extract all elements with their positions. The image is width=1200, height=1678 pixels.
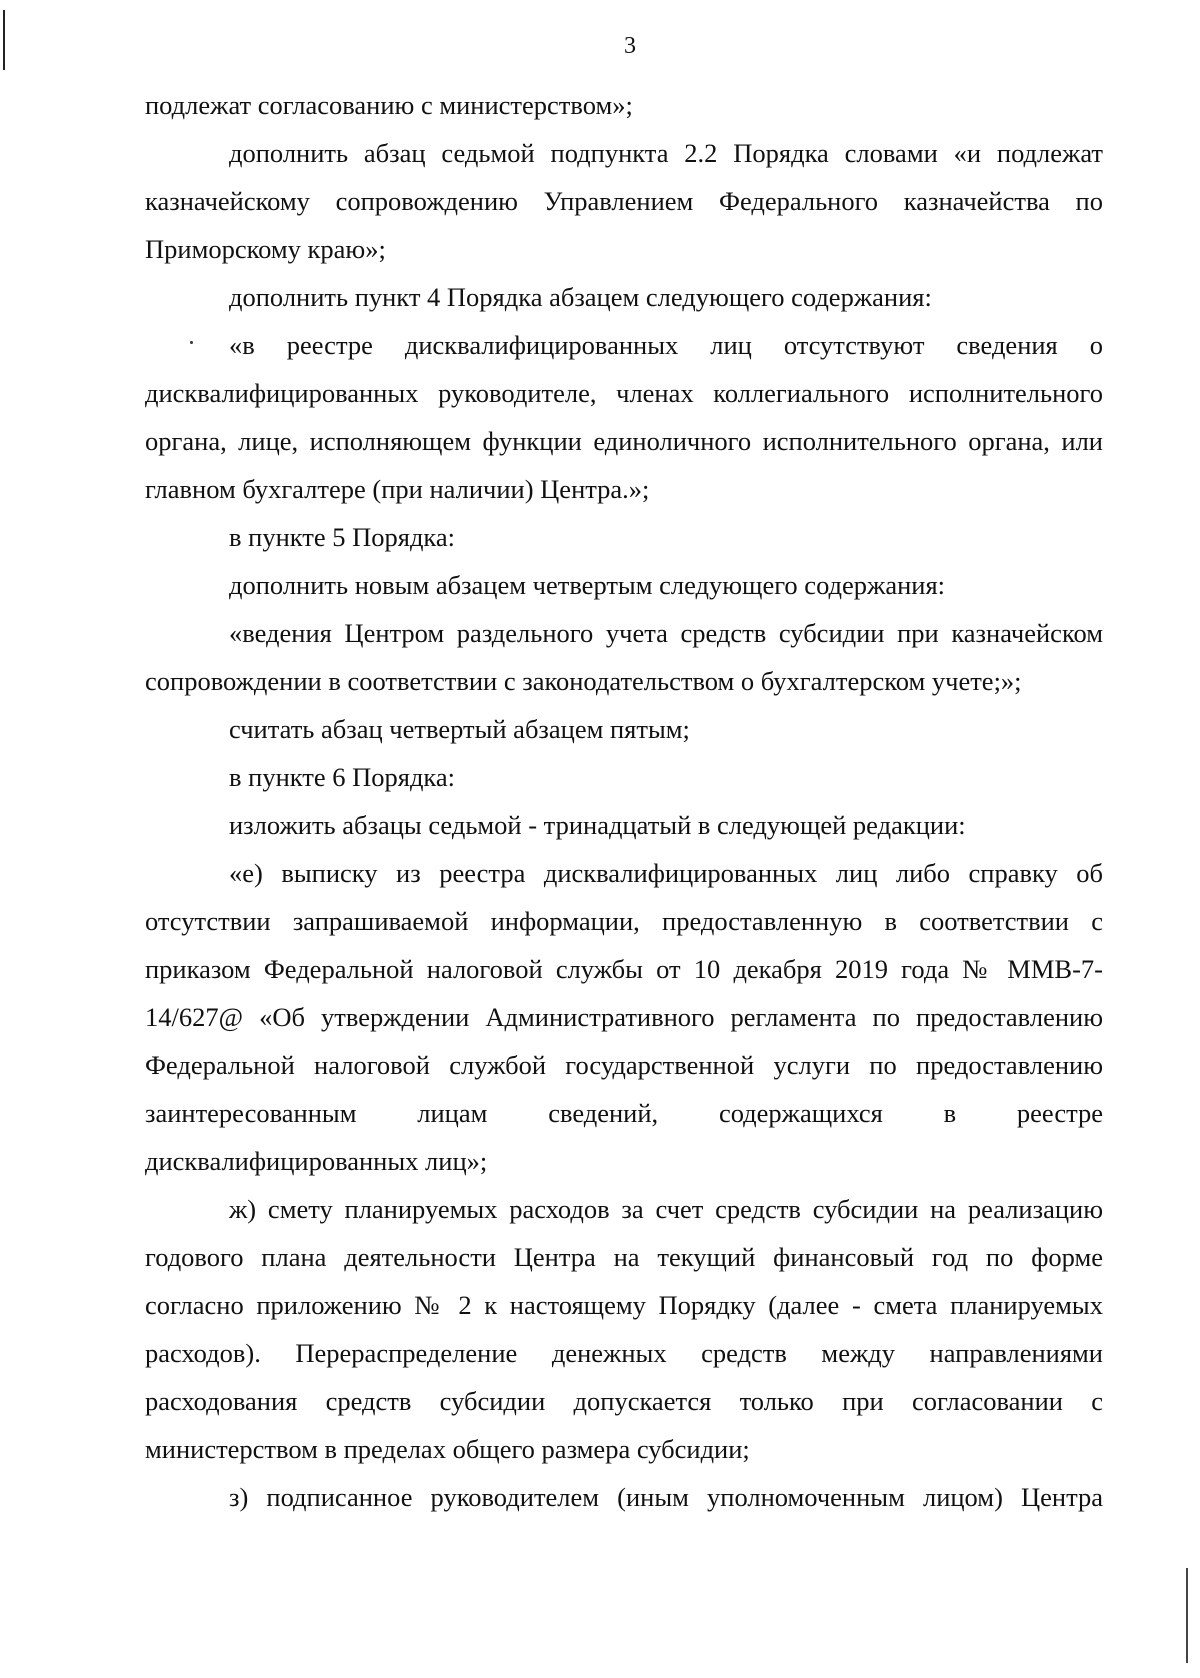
paragraph: «ведения Центром раздельного учета средств субсидии при казначейском сопровождении в соответствии с законодательством о бухгалтерском учете;»; bbox=[145, 618, 1103, 696]
paragraph: считать абзац четвертый абзацем пятым; bbox=[229, 714, 690, 744]
paragraph: в пункте 6 Порядка: bbox=[229, 762, 456, 792]
paragraph: з) подписанное руководителем (иным уполномоченным лицом) Центра bbox=[229, 1482, 1103, 1512]
paragraph: дополнить пункт 4 Порядка абзацем следующего содержания: bbox=[229, 282, 932, 312]
paragraph: изложить абзацы седьмой - тринадцатый в следующей редакции: bbox=[229, 810, 966, 840]
paragraph: «в реестре дисквалифицированных лиц отсутствуют сведения о дисквалифицированных руководителе, членах коллегиального исполнительного органа, лице, исполняющем функции единоличного исполнительного органа, или главном бухгалтере (при наличии) Центра.»; bbox=[145, 330, 1103, 504]
paragraph: в пункте 5 Порядка: bbox=[229, 522, 456, 552]
paragraph: подлежат согласованию с министерством»; bbox=[145, 90, 633, 120]
paragraph: ж) смету планируемых расходов за счет средств субсидии на реализацию годового плана деятельности Центра на текущий финансовый год по форме согласно приложению № 2 к настоящему Порядку (далее - смета планируемых расходов). Перераспределение денежных средств между направлениями расходования средств субсидии допускается только при согласовании с министерством в пределах общего размера субсидии; bbox=[145, 1194, 1103, 1464]
paragraph: «е) выписку из реестра дисквалифицированных лиц либо справку об отсутствии запрашиваемой информации, предоставленную в соответствии с приказом Федеральной налоговой службы от 10 декабря 2019 года № ММВ-7-14/627@ «Об утверждении Административного регламента по предоставлению Федеральной налоговой службой государственной услуги по предоставлению заинтересованным лицам сведений, содержащихся в реестре дисквалифицированных лиц»; bbox=[145, 858, 1103, 1176]
scan-edge-mark bbox=[1186, 1568, 1188, 1663]
paragraph: дополнить новым абзацем четвертым следующего содержания: bbox=[229, 570, 946, 600]
document-body bbox=[145, 81, 1103, 1521]
paragraph: дополнить абзац седьмой подпункта 2.2 Порядка словами «и подлежат казначейскому сопровождению Управлением Федерального казначейства по Приморскому краю»; bbox=[145, 138, 1103, 264]
page-number: 3 bbox=[624, 33, 636, 59]
